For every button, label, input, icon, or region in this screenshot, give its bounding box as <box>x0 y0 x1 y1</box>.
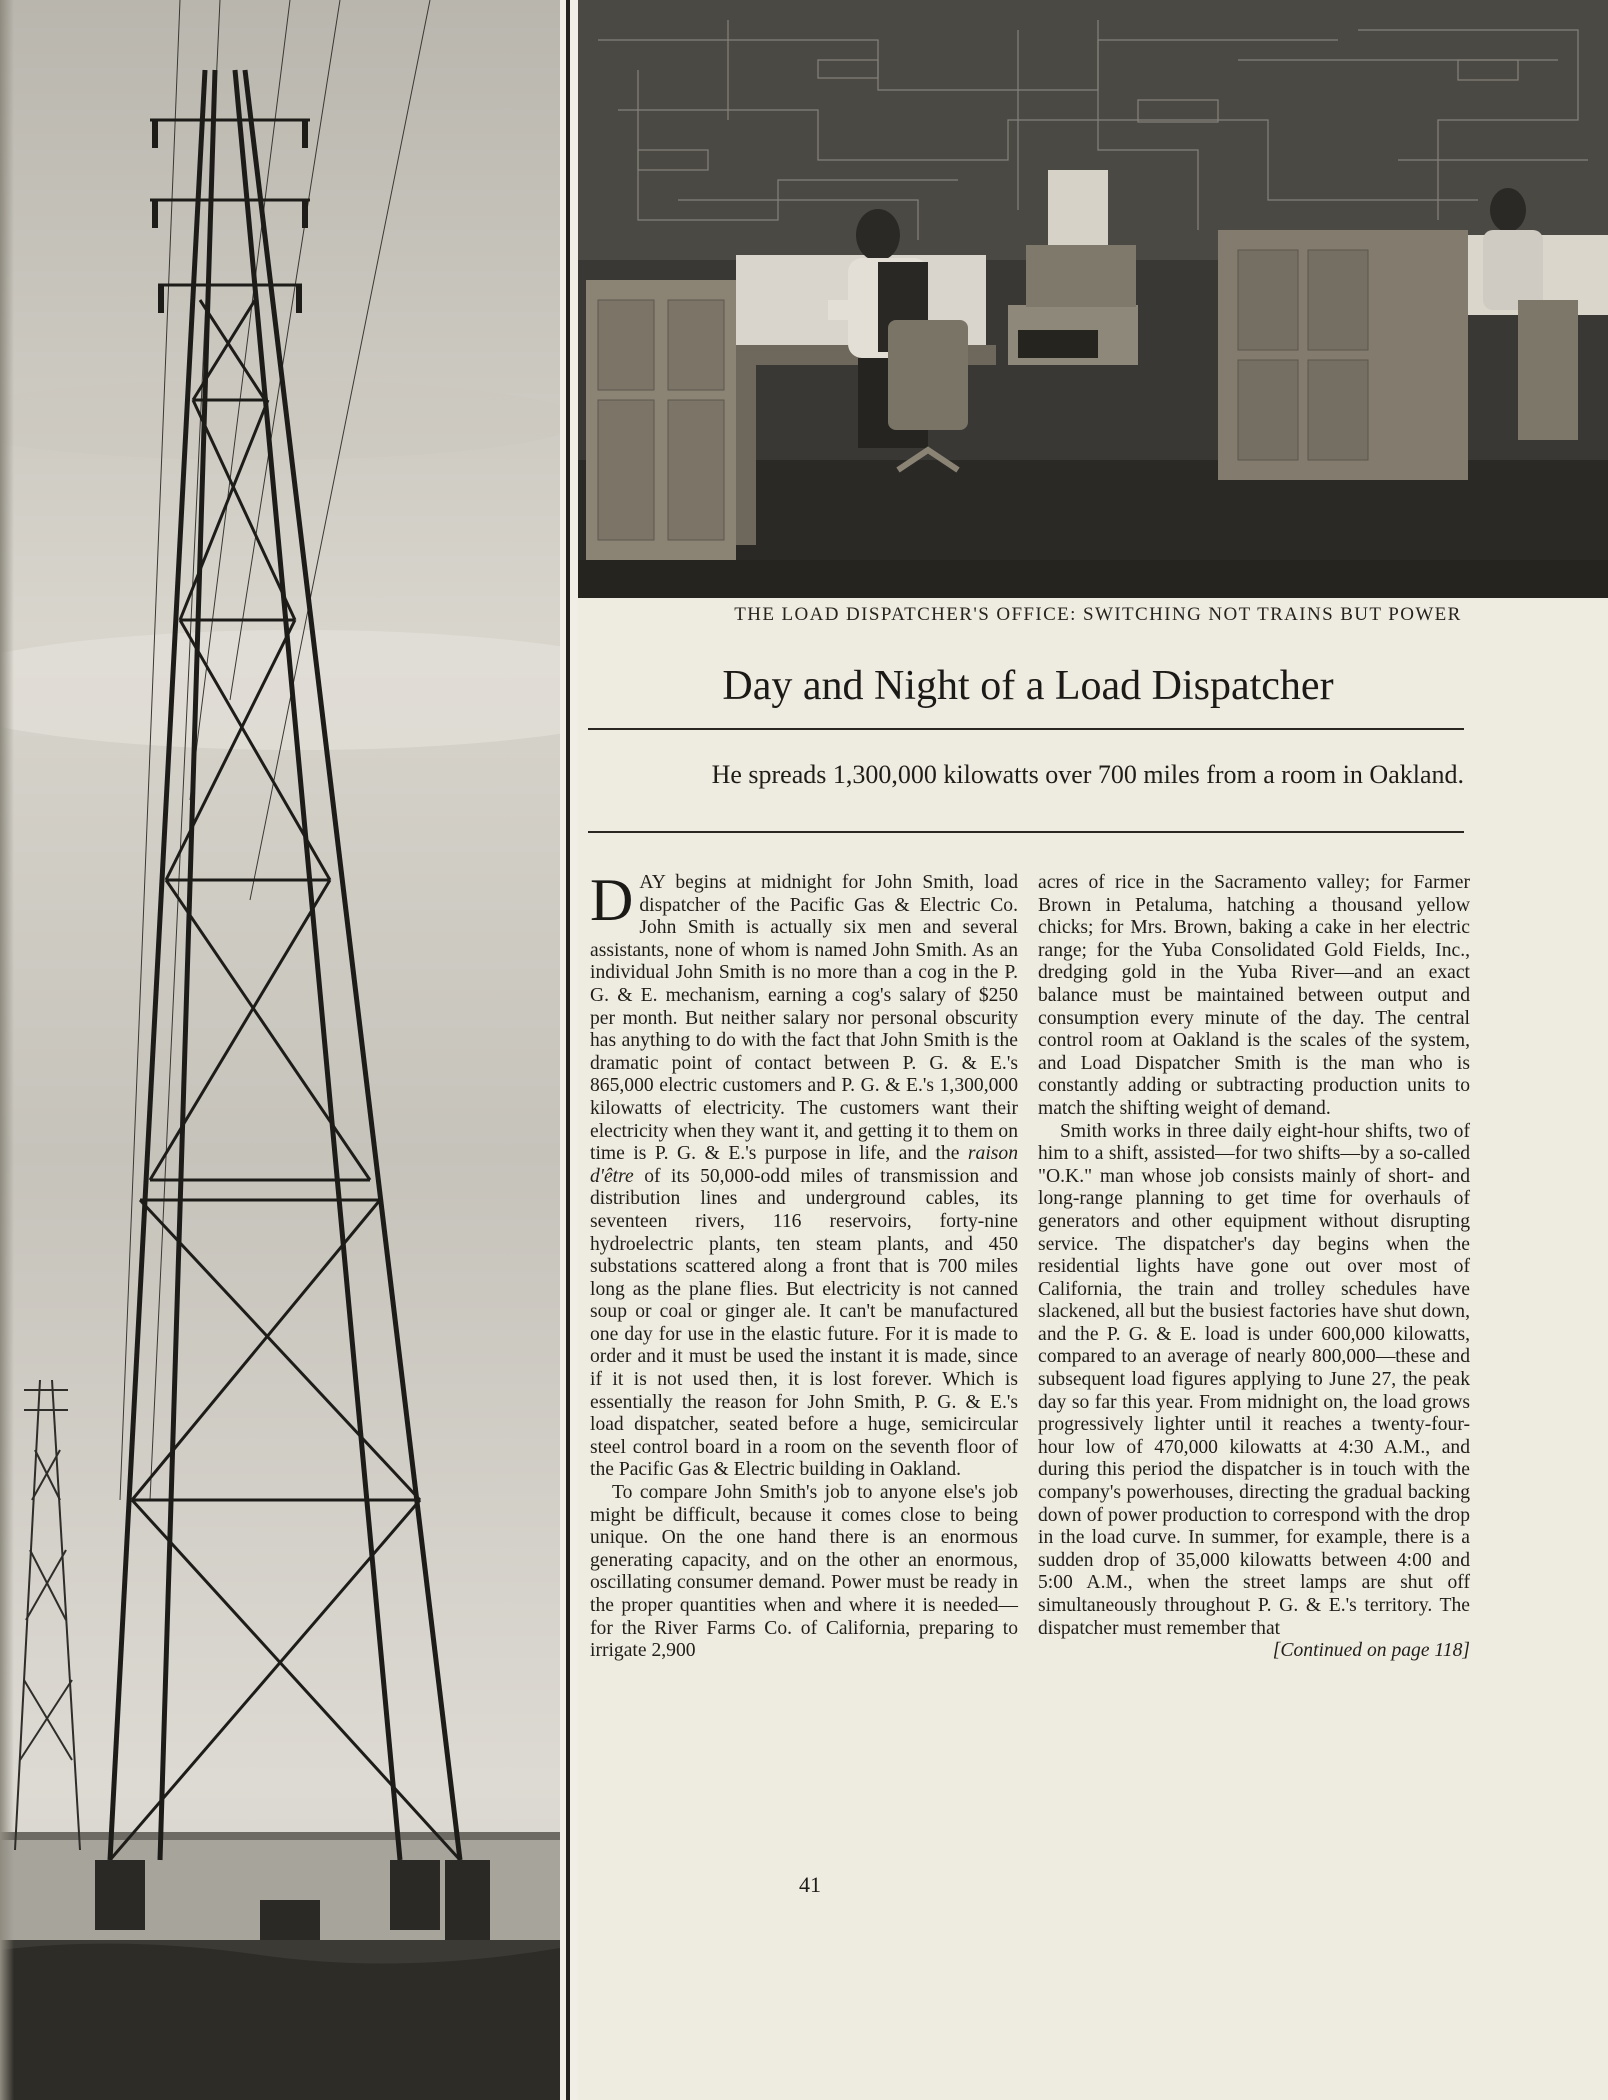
photo-caption: THE LOAD DISPATCHER'S OFFICE: SWITCHING NOT TRAINS BUT POWER <box>734 604 1462 625</box>
gutter-divider <box>566 0 570 2100</box>
article-column-2 <box>1038 872 1470 1663</box>
tower-illustration <box>0 0 560 2100</box>
page-fold-shadow <box>0 0 14 2100</box>
paragraph-text: AY begins at midnight for John Smith, load dispatcher of the Pacific Gas & Electric Co. John Smith is actually six men and several assistants, none of whom is named John Smith. As an individual John Smith is no more than a cog in the P. G. & E. mechanism, earning a cog's salary of $250 per month. But neither salary nor personal obscurity has anything to do with the fact that John Smith is the dramatic point of contact between P. G. & E.'s 865,000 electric customers and P. G. & E.'s 1,300,000 kilowatts of electricity. The customers want their electricity when they want it, and getting it to them on time is P. G. & E.'s purpose in life, and the <box>590 872 1018 1165</box>
transmission-tower-photo <box>0 0 560 2100</box>
office-illustration <box>578 0 1608 598</box>
headline-rule-bottom <box>588 831 1464 833</box>
drop-cap: D <box>590 867 634 933</box>
italic-phrase: raison d'être <box>590 1143 1018 1187</box>
paragraph <box>590 867 1018 1482</box>
paragraph: To compare John Smith's job to anyone else's job might be difficult, because it comes close to being unique. On the one hand there is an enormous generating capacity, and on the other an enormous, oscillating consumer demand. Power must be ready in the proper quantities when and where it is needed—for the River Farms Co. of California, preparing to irrigate 2,900 <box>590 1482 1018 1662</box>
paragraph: Smith works in three daily eight-hour shifts, two of him to a shift, assisted—for two shifts—by a so-called "O.K." man whose job consists mainly of short- and long-range planning to get time for overhauls of generators and other equipment without disrupting service. The dispatcher's day begins when the residential lights have gone out over most of California, the train and trolley schedules have slackened, all but the busiest factories have shut down, and the P. G. & E. load is under 600,000 kilowatts, compared to an average of nearly 800,000—these and subsequent load figures applying to June 27, the peak day so far this year. From midnight on, the load grows progressively lighter until it reaches a twenty-four-hour low of 470,000 kilowatts at 4:30 A.M., and during this period the dispatcher is in touch with the company's powerhouses, directing the gradual backing down of power production to correspond with the drop in the load curve. In summer, for example, there is a sudden drop of 35,000 kilowatts between 4:00 and 5:00 A.M., when the street lamps are shut off simultaneously throughout P. G. & E.'s territory. The dispatcher must remember that <box>1038 1120 1470 1639</box>
dispatcher-office-photo <box>578 0 1608 598</box>
continued-note: [Continued on page 118] <box>1272 1640 1470 1662</box>
headline-rule-top <box>588 728 1464 730</box>
headline: Day and Night of a Load Dispatcher <box>722 663 1334 709</box>
paragraph-text: of its 50,000-odd miles of transmission and distribution lines and underground cables, its seventeen rivers, 116 reservoirs, forty-nine hydroelectric plants, ten steam plants, and 450 substations scattered along a front that is 700 miles long as the plane flies. But electricity is not canned soup or coal or ginger ale. It can't be manufactured one day for use in the elastic future. For it is made to order and it must be used the instant it is made, since if it is not used then, it is lost forever. Which is essentially the reason for John Smith, P. G. & E.'s load dispatcher, seated before a huge, semicircular steel control board in a room on the seventh floor of the Pacific Gas & Electric building in Oakland. <box>590 1165 1018 1481</box>
paragraph: acres of rice in the Sacramento valley; for Farmer Brown in Petaluma, hatching a thousand yellow chicks; for Mrs. Brown, baking a cake in her electric range; for the Yuba Consolidated Gold Fields, Inc., dredging gold in the Yuba River—and an exact balance must be maintained between output and consumption every minute of the day. The central control room at Oakland is the scales of the system, and Load Dispatcher Smith is the man who is constantly adding or subtracting production units to match the shifting weight of demand. <box>1038 872 1470 1119</box>
deck-subtitle: He spreads 1,300,000 kilowatts over 700 miles from a room in Oakland. <box>711 760 1464 789</box>
article-column-1 <box>590 867 1018 1663</box>
page-number: 41 <box>799 1872 821 1897</box>
